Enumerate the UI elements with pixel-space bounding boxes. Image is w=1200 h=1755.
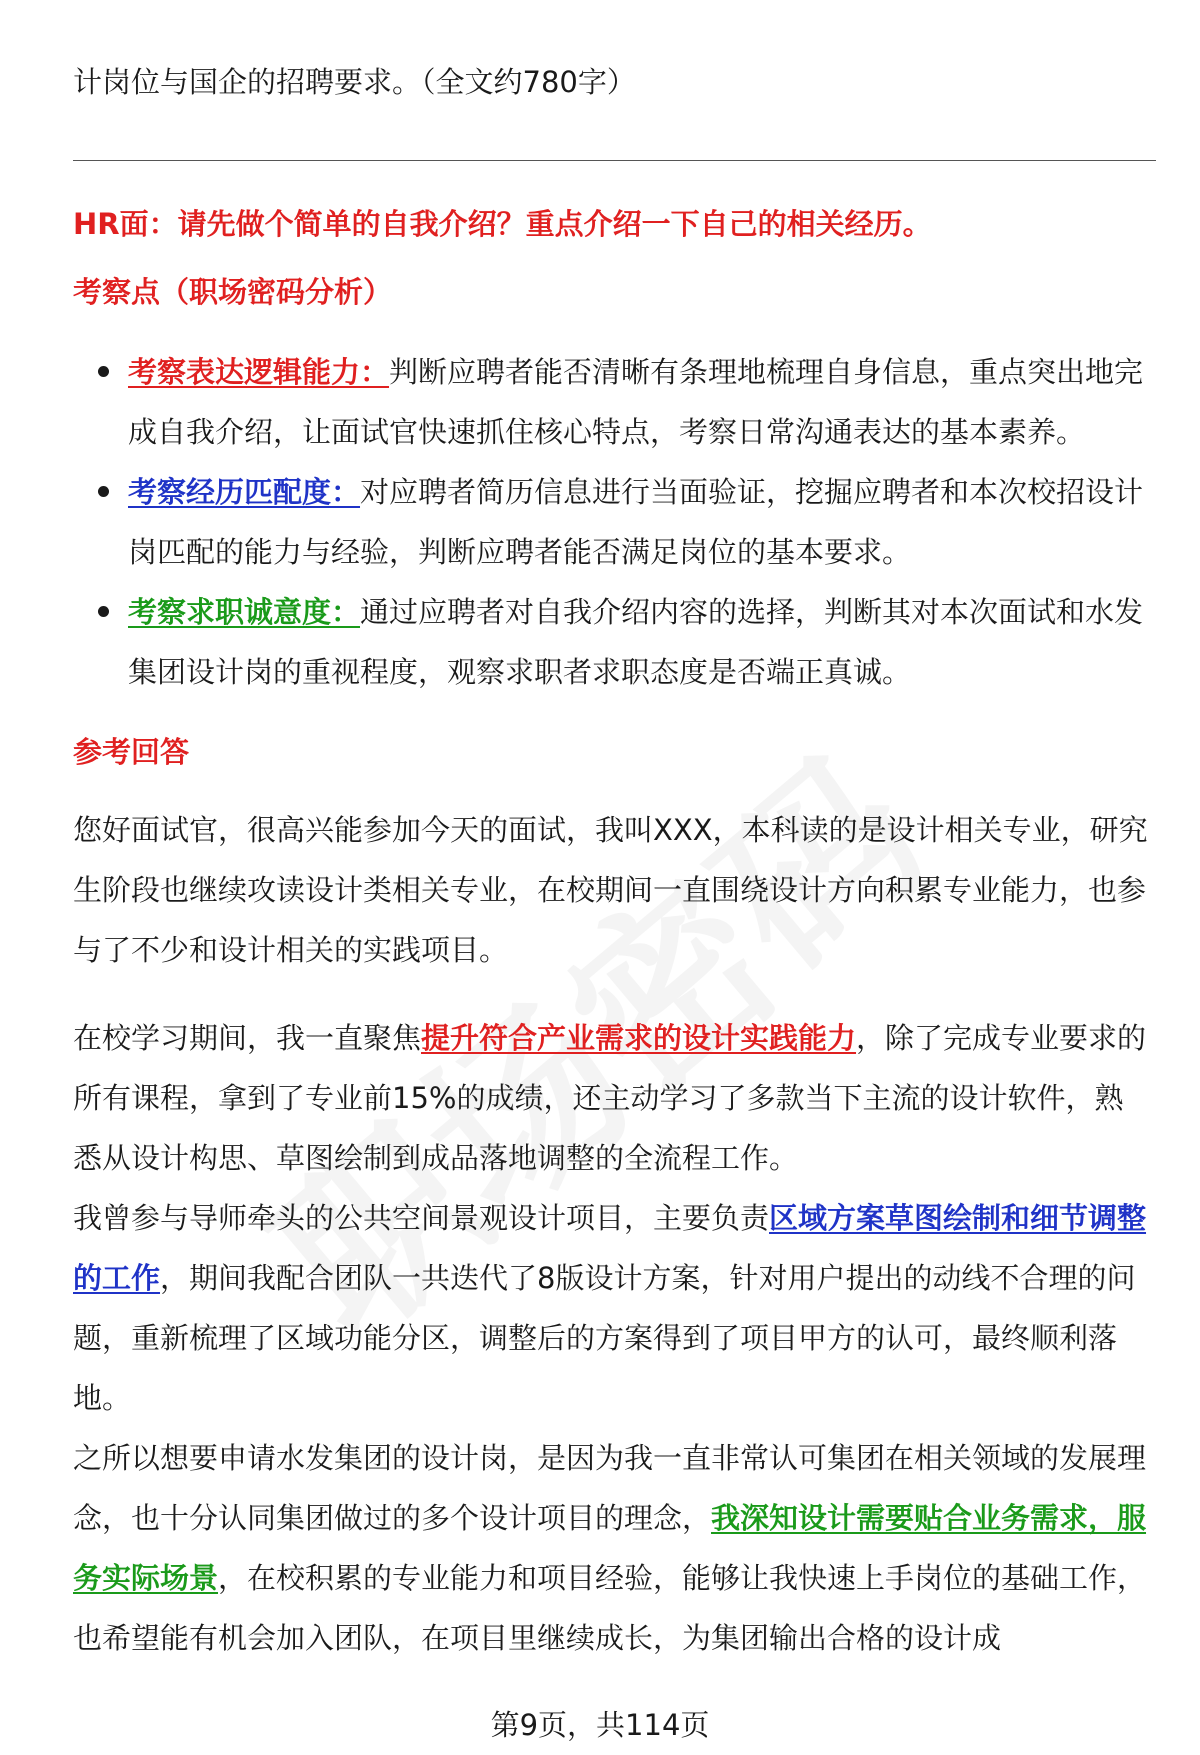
answer-text: ，期间我配合团队一共迭代了8版设计方案，针对用户提出的动线不合理的问题，重新梳理了区域功能分区，调整后的方案得到了项目甲方的认可，最终顺利落地。	[73, 1261, 1136, 1415]
answer-text: ，在校积累的专业能力和项目经验，能够让我快速上手岗位的基础工作，也希望能有机会加入团队，在项目里继续成长，为集团输出合格的设计成	[73, 1561, 1147, 1655]
point-label: 考察求职诚意度：	[128, 595, 361, 629]
answer-text: 之所以想要申请水发集团的设计岗，是因为我一直非常认可集团在相关领域的发展理念，也十分认同集团做过的多个设计项目的理念，	[73, 1441, 1147, 1535]
point-item	[128, 462, 1148, 582]
point-text: 判断应聘者能否清晰有条理地梳理自身信息，重点突出地完成自我介绍，让面试官快速抓住核心特点，考察日常沟通表达的基本素养。	[128, 355, 1144, 449]
point-text: 通过应聘者对自我介绍内容的选择，判断其对本次面试和水发集团设计岗的重视程度，观察求职者求职态度是否端正真诚。	[128, 595, 1144, 689]
highlight-text: 我深知设计需要贴合业务需求，服务实际场景	[73, 1501, 1147, 1595]
answer-text: 在校学习期间，我一直聚焦	[73, 1021, 422, 1055]
analysis-heading: 考察点（职场密码分析）	[73, 275, 393, 309]
answer-paragraph-1: 您好面试官，很高兴能参加今天的面试，我叫XXX，本科读的是设计相关专业，研究生阶段也继续攻读设计类相关专业，在校期间一直围绕设计方向积累专业能力，也参与了不少和设计相关的实践项目。	[73, 813, 1148, 967]
highlight-text: 提升符合产业需求的设计实践能力	[421, 1021, 857, 1055]
point-item	[128, 342, 1148, 462]
bullet-icon	[98, 486, 109, 497]
point-text: 对应聘者简历信息进行当面验证，挖掘应聘者和本次校招设计岗匹配的能力与经验，判断应聘者能否满足岗位的基本要求。	[128, 475, 1144, 569]
point-item	[128, 582, 1148, 702]
answer-text: ，除了完成专业要求的所有课程，拿到了专业前15%的成绩，还主动学习了多款当下主流的设计软件，熟悉从设计构思、草图绘制到成品落地调整的全流程工作。	[73, 1021, 1147, 1175]
question-heading: HR面：请先做个简单的自我介绍？重点介绍一下自己的相关经历。	[73, 207, 932, 241]
horizontal-rule	[73, 160, 1156, 161]
bullet-icon	[98, 606, 109, 617]
answer-text: 我曾参与导师牵头的公共空间景观设计项目，主要负责	[73, 1201, 770, 1235]
intro-line: 计岗位与国企的招聘要求。（全文约780字）	[73, 65, 636, 99]
bullet-icon	[98, 366, 109, 377]
reference-heading: 参考回答	[73, 735, 190, 769]
highlight-text: 区域方案草图绘制和细节调整的工作	[73, 1201, 1147, 1295]
answer-paragraph-3	[73, 1188, 1148, 1428]
page-number: 第9页，共114页	[490, 1708, 710, 1742]
answer-paragraph-2	[73, 1008, 1148, 1188]
answer-paragraph-4	[73, 1428, 1148, 1668]
analysis-points	[128, 342, 1148, 702]
point-label: 考察经历匹配度：	[128, 475, 361, 509]
point-label: 考察表达逻辑能力：	[128, 355, 390, 389]
